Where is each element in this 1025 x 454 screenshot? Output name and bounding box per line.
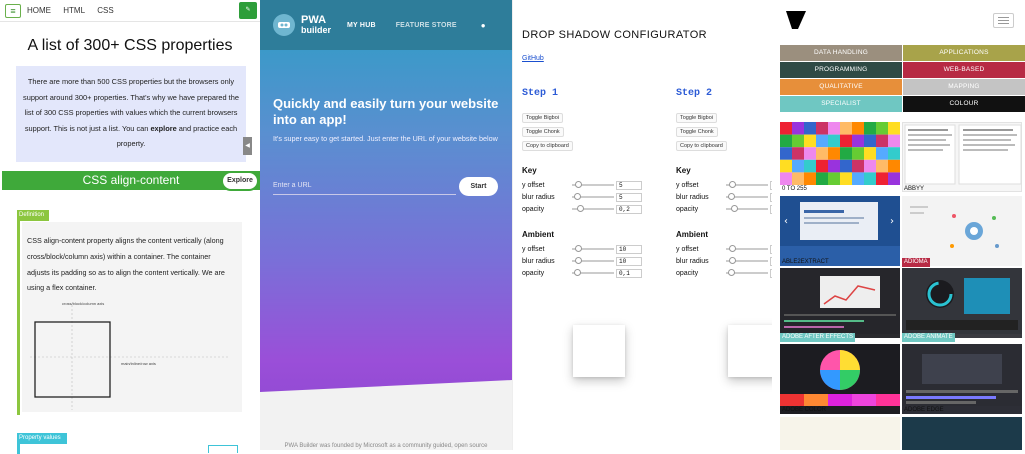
- category-applications[interactable]: APPLICATIONS: [903, 45, 1025, 61]
- adioma-thumbnail: [902, 196, 1022, 258]
- svg-text:›: ›: [890, 216, 894, 227]
- drop-shadow-panel: [512, 0, 772, 450]
- blur-radius-label: blur radius: [676, 193, 709, 201]
- github-link[interactable]: GitHub: [522, 55, 544, 62]
- abbyy-thumbnail: [903, 123, 1023, 186]
- copy-clipboard-button[interactable]: Copy to clipboard: [522, 141, 573, 151]
- step-title: Step 2: [676, 88, 713, 99]
- property-values-box: [208, 445, 238, 453]
- step-title: Step 1: [522, 88, 559, 99]
- copy-clipboard-button[interactable]: Copy to clipboard: [676, 141, 727, 151]
- footer-text: PWA Builder was founded by Microsoft as a community guided, open source: [284, 443, 488, 449]
- y-offset-slider[interactable]: [572, 184, 614, 186]
- blur-radius-slider[interactable]: [726, 196, 768, 198]
- intro-text-a: There are more than 500 CSS properties but the browsers only support around 300+ properties. That's why we have prepared the list of 300 CSS properties with values which the current browsers support. This is not just a list. You can: [23, 77, 239, 133]
- nav-feature-store[interactable]: FEATURE STORE: [395, 21, 457, 29]
- blur-radius-slider[interactable]: [572, 196, 614, 198]
- tile-adioma[interactable]: [902, 196, 1022, 266]
- y-offset-slider[interactable]: [726, 184, 768, 186]
- opacity-slider[interactable]: [572, 208, 614, 210]
- opacity-label: opacity: [522, 205, 545, 213]
- key-y-offset-row: [522, 179, 642, 191]
- collapse-tab-icon[interactable]: ◀: [243, 137, 252, 155]
- tile-adobe-edge[interactable]: [902, 344, 1022, 414]
- tile-label: ADOBE AFTER EFFECTS: [782, 334, 854, 340]
- opacity-slider[interactable]: [726, 208, 768, 210]
- pwa-logo-text[interactable]: [301, 15, 331, 35]
- blur-radius-value[interactable]: 5: [616, 193, 642, 202]
- definition-accent-line: [17, 210, 20, 415]
- tile-abbyy[interactable]: [902, 122, 1022, 192]
- tile-label: ABLE2EXTRACT: [782, 259, 829, 265]
- category-specialist[interactable]: SPECIALIST: [780, 96, 902, 112]
- toggle-bigboi-button[interactable]: Toggle Bigboi: [522, 113, 563, 123]
- page-title: DROP SHADOW CONFIGURATOR: [522, 29, 707, 41]
- tile-label: ADOBE EDGE: [904, 407, 944, 413]
- svg-text:‹: ‹: [784, 216, 788, 227]
- able2extract-thumbnail: [780, 196, 900, 246]
- blur-radius-label: blur radius: [522, 257, 555, 265]
- brand-logo-icon[interactable]: [786, 11, 806, 29]
- hero-heading: Quickly and easily turn your website into an app!: [273, 96, 499, 127]
- axis-diagram: [30, 305, 230, 410]
- key-heading: Key: [676, 166, 691, 175]
- nav-css-link[interactable]: CSS: [97, 6, 114, 15]
- main-axis-label: main/inline/row axis: [121, 361, 156, 366]
- 0-to-255-thumbnail: [780, 122, 900, 185]
- tile-label: ADOBE ANIMATE: [904, 334, 953, 340]
- site-logo-icon[interactable]: ✎: [239, 2, 257, 19]
- key-heading: Key: [522, 166, 537, 175]
- blur-radius-value[interactable]: 10: [616, 257, 642, 266]
- hamburger-menu-icon[interactable]: [993, 13, 1014, 28]
- toggle-bigboi-button[interactable]: Toggle Bigboi: [676, 113, 717, 123]
- footer-wedge: [260, 380, 512, 450]
- top-nav: [0, 0, 260, 22]
- category-qualitative[interactable]: QUALITATIVE: [780, 79, 902, 95]
- ambient-heading: Ambient: [522, 230, 554, 239]
- toggle-chonk-button[interactable]: Toggle Chonk: [522, 127, 564, 137]
- blur-radius-label: blur radius: [522, 193, 555, 201]
- tile-able2extract[interactable]: [780, 196, 900, 266]
- toggle-chonk-button[interactable]: Toggle Chonk: [676, 127, 718, 137]
- y-offset-label: y offset: [676, 181, 699, 189]
- opacity-label: opacity: [676, 269, 699, 277]
- y-offset-slider[interactable]: [726, 248, 768, 250]
- intro-text-c: and practice each property.: [116, 123, 238, 148]
- opacity-value[interactable]: 0,2: [616, 205, 642, 214]
- amb-y-offset-row: [522, 243, 642, 255]
- animate-thumbnail: [902, 268, 1022, 334]
- opacity-slider[interactable]: [726, 272, 768, 274]
- tile-label: ABBYY: [904, 186, 925, 192]
- property-values-accent-line: [17, 444, 20, 454]
- section-title: CSS align-content: [2, 171, 260, 190]
- tile-label: ADIOMA: [904, 259, 928, 265]
- explore-button[interactable]: Explore: [221, 171, 259, 191]
- definition-tag: Definition: [17, 210, 49, 221]
- cross-axis-label: cross/block/column axis: [62, 301, 105, 306]
- y-offset-label: y offset: [676, 245, 699, 253]
- key-opacity-row: [522, 203, 642, 215]
- y-offset-label: y offset: [522, 181, 545, 189]
- adobe-color-thumbnail: [780, 344, 900, 406]
- url-input[interactable]: [273, 177, 456, 195]
- y-offset-value[interactable]: 5: [616, 181, 642, 190]
- pwa-builder-panel: [260, 0, 512, 450]
- github-icon[interactable]: ●: [480, 20, 486, 30]
- blur-radius-label: blur radius: [676, 257, 709, 265]
- y-offset-value[interactable]: 10: [616, 245, 642, 254]
- key-blur-row: [522, 191, 642, 203]
- hero-subtext: It's super easy to get started. Just enter the URL of your website below: [273, 134, 498, 143]
- hamburger-menu-icon[interactable]: ≡: [5, 4, 21, 18]
- after-effects-thumbnail: [780, 268, 900, 334]
- tile-0-to-255[interactable]: [780, 122, 900, 192]
- category-data-handling[interactable]: DATA HANDLING: [780, 45, 902, 61]
- tile-partial-2[interactable]: [902, 417, 1022, 450]
- category-colour[interactable]: COLOUR: [903, 96, 1025, 112]
- tile-label: ADOBE COLOR: [782, 407, 827, 413]
- opacity-label: opacity: [676, 205, 699, 213]
- step-column-1: [522, 88, 642, 279]
- css-properties-panel: [0, 0, 260, 450]
- page-title: A list of 300+ CSS properties: [27, 37, 233, 54]
- intro-box: [16, 66, 246, 162]
- tile-partial-1[interactable]: [780, 417, 900, 450]
- tile-adobe-after-effects[interactable]: [780, 268, 900, 338]
- category-web-based[interactable]: WEB-BASED: [903, 62, 1025, 78]
- ambient-heading: Ambient: [676, 230, 708, 239]
- nav-home-link[interactable]: HOME: [27, 6, 51, 15]
- intro-explore-text: explore: [150, 123, 177, 133]
- category-programming[interactable]: PROGRAMMING: [780, 62, 902, 78]
- opacity-slider[interactable]: [572, 272, 614, 274]
- amb-opacity-row: [522, 267, 642, 279]
- pwa-logo-line1: PWA: [301, 14, 327, 26]
- pwa-logo-icon[interactable]: [273, 14, 295, 36]
- blur-radius-slider[interactable]: [726, 260, 768, 262]
- start-button[interactable]: Start: [459, 177, 498, 196]
- category-grid: [780, 45, 1024, 112]
- blur-radius-slider[interactable]: [572, 260, 614, 262]
- nav-html-link[interactable]: HTML: [63, 6, 86, 15]
- property-values-tag: Property values: [17, 433, 67, 444]
- y-offset-slider[interactable]: [572, 248, 614, 250]
- pwa-header: [260, 0, 512, 50]
- shadow-preview-1: [573, 325, 625, 377]
- definition-text: CSS align-content property aligns the content vertically (along cross/block/column axis) within a container. The container adjusts its padding so as to align the content vertically. We are using a flex container.: [27, 236, 225, 293]
- pwa-logo-line2: builder: [301, 25, 332, 35]
- opacity-value[interactable]: 0,1: [616, 269, 642, 278]
- amb-blur-row: [522, 255, 642, 267]
- tile-adobe-animate[interactable]: [902, 268, 1022, 338]
- header: [772, 0, 1024, 40]
- category-mapping[interactable]: MAPPING: [903, 79, 1025, 95]
- tools-directory-panel: [772, 0, 1024, 450]
- opacity-label: opacity: [522, 269, 545, 277]
- nav-my-hub[interactable]: MY HUB: [347, 21, 376, 29]
- tile-adobe-color[interactable]: [780, 344, 900, 414]
- tile-label: 0 TO 255: [782, 186, 807, 192]
- nav-links: [27, 6, 124, 15]
- adobe-edge-thumbnail: [902, 344, 1022, 406]
- y-offset-label: y offset: [522, 245, 545, 253]
